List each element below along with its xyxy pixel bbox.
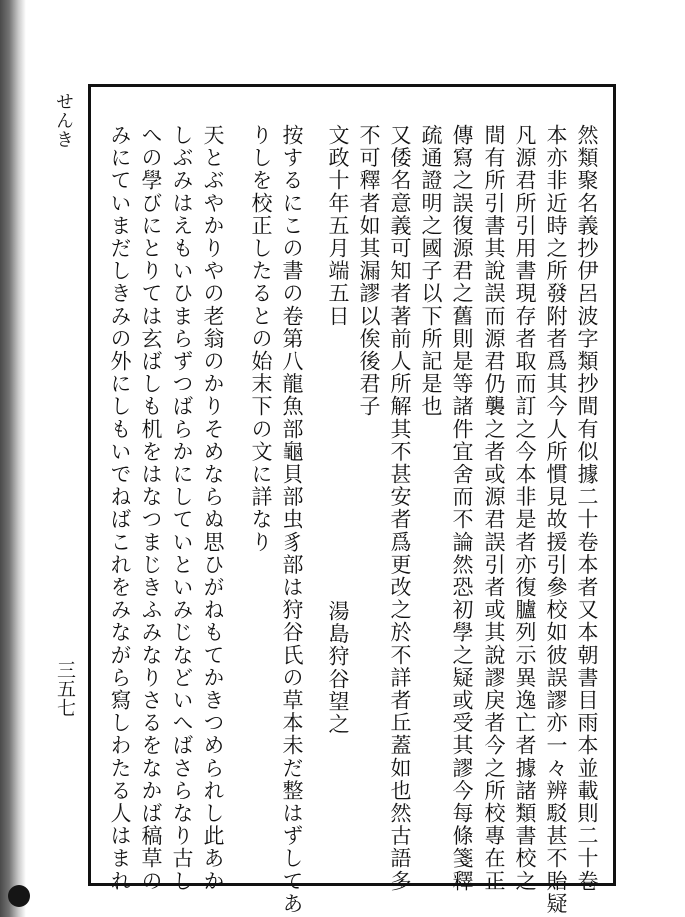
text-column: への學びにとりては玄ばしも机をはなつまじきふみなりさるをなかば稿草の [139, 124, 163, 893]
date-line: 文政十年五月端五日 [326, 124, 350, 328]
text-column: 疏通證明之國子以下所記是也 [419, 124, 443, 418]
text-column: みにていまだしきみの外にしもいでねばこれをみながら寫しわたる人はまれ [108, 124, 132, 893]
text-column: 天とぶやかりやの老翁のかりそめならぬ思ひがねもてかきつめられし此あか [201, 124, 225, 893]
text-column: 本亦非近時之所發附者爲其今人所慣見故援引參校如彼誤謬亦一々辨駁甚不貽疑 [544, 124, 568, 915]
text-column: 又倭名意義可知者著前人所解其不甚安者爲更改之於不詳者丘蓋如也然古語多 [388, 124, 412, 893]
page-number: 三五七 [54, 660, 76, 717]
binding-spine [0, 0, 26, 917]
running-head: せんき [53, 92, 74, 149]
author-signature: 湯島狩谷望之 [326, 600, 350, 736]
text-column: 凡源君所引用書現存者取而訂之今本非是者亦復臚列示異逸亡者據諸類書校之 [513, 124, 537, 893]
ink-blot [8, 885, 30, 907]
text-column: 然類聚名義抄伊呂波字類抄間有似據二十卷本者又本朝書目雨本並載則二十卷 [575, 124, 599, 893]
text-column: 不可釋者如其漏謬以俟後君子 [357, 124, 381, 418]
text-column: 按するにこの書の卷第八龍魚部龜貝部虫豸部は狩谷氏の草本未だ整はずしてあ [280, 124, 304, 915]
text-column: しぶみはえもいひまらずつばらかにしていといみじなどいへばさらなり古し [170, 124, 194, 893]
text-column: 傳寫之誤復源君之舊則是等諸件宜舍而不論然恐初學之疑或受其謬今每條箋釋 [450, 124, 474, 893]
text-column: 間有所引書其說誤而源君仍襲之者或源君誤引者或其說謬戾者今之所校專在正 [482, 124, 506, 893]
text-column: りしを校正したるとの始末下の文に詳なり [249, 124, 273, 554]
